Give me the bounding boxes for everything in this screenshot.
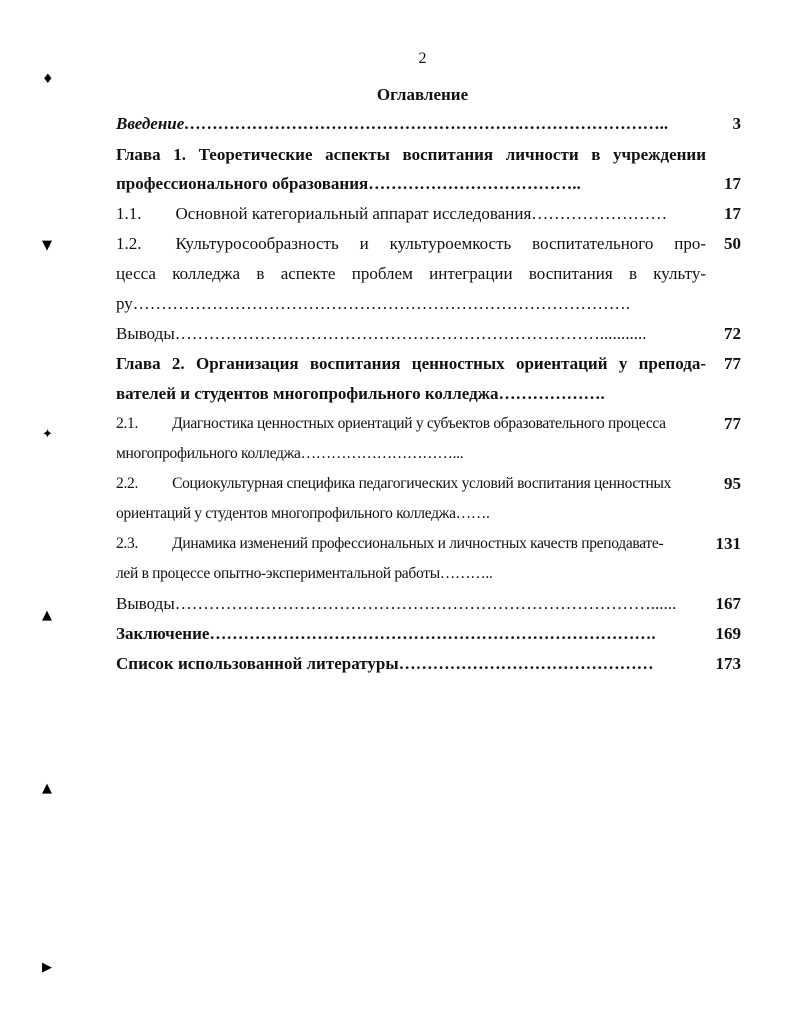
- toc-page-introduction: 3: [732, 114, 741, 133]
- section-title: Культуросообразность и культуроемкость воспитательного про-: [175, 234, 706, 253]
- toc-page-section-2-1: 77: [724, 414, 741, 433]
- toc-entry-section-1-2-line-1: [116, 234, 706, 254]
- page-number: 2: [418, 50, 427, 67]
- section-number: 1.1.: [116, 204, 142, 223]
- toc-title: Оглавление: [376, 85, 469, 104]
- section-title: Диагностика ценностных ориентаций у субъектов образовательного процесса: [172, 415, 666, 432]
- toc-entry-introduction: Введение…………………………………………………………………………..: [116, 114, 669, 133]
- toc-entry-section-2-1-line-1: [116, 414, 706, 434]
- toc-entry-final-conclusion: Заключение…………………………………………………………………….: [116, 624, 656, 643]
- binding-hole-mark-icon: ♦: [42, 72, 54, 87]
- toc-page-section-2-3: 131: [715, 534, 741, 553]
- toc-page-conclusions-1: 72: [724, 324, 741, 343]
- toc-page-final-conclusion: 169: [715, 624, 741, 643]
- section-number: 1.2.: [116, 234, 142, 253]
- toc-page-section-1-1: 17: [724, 204, 741, 223]
- toc-entry-chapter-2-line-1: Глава 2. Организация воспитания ценностных ориентаций у препода-: [116, 354, 706, 373]
- toc-entry-chapter-2-line-2: вателей и студентов многопрофильного колледжа……………….: [116, 384, 605, 403]
- toc-entry-section-2-2-line-1: [116, 474, 706, 494]
- toc-page-section-2-2: 95: [724, 474, 741, 493]
- toc-entry-section-2-3-line-1: [116, 534, 706, 554]
- toc-page-section-1-2: 50: [724, 234, 741, 253]
- toc-page-chapter-1: 17: [724, 174, 741, 193]
- toc-page-chapter-2: 77: [724, 354, 741, 373]
- section-title: Динамика изменений профессиональных и личностных качеств преподавате-: [172, 535, 664, 552]
- toc-entry-section-2-2-line-2: ориентаций у студентов многопрофильного колледжа…….: [116, 505, 490, 522]
- binding-hole-mark-icon: ▶: [42, 960, 52, 975]
- toc-entry-conclusions-1: Выводы…………………………………………………………………...........: [116, 324, 647, 343]
- binding-hole-mark-icon: ▲: [42, 781, 52, 796]
- toc-entry-bibliography: Список использованной литературы………………………………………: [116, 654, 654, 673]
- toc-entry-section-1-2-line-2: цесса колледжа в аспекте проблем интеграции воспитания в культу-: [116, 264, 706, 283]
- section-number: 2.2.: [116, 475, 139, 492]
- toc-entry-conclusions-2: Выводы…………………………………………………………………………......: [116, 594, 677, 613]
- section-title: Основной категориальный аппарат исследования……………………: [175, 204, 668, 223]
- toc-entry-section-2-1-line-2: многопрофильного колледжа…………………………...: [116, 445, 464, 462]
- binding-hole-mark-icon: ✦: [42, 427, 53, 442]
- section-title: Социокультурная специфика педагогических условий воспитания ценностных: [172, 475, 672, 492]
- toc-entry-chapter-1-line-1: Глава 1. Теоретические аспекты воспитания личности в учреждении: [116, 145, 706, 164]
- binding-hole-mark-icon: ▼: [42, 238, 52, 253]
- toc-entry-section-1-1: [116, 204, 706, 224]
- toc-entry-section-2-3-line-2: лей в процессе опытно-экспериментальной работы………..: [116, 565, 493, 582]
- toc-entry-section-1-2-line-3: ру…………………………………………………………………………….: [116, 294, 631, 313]
- binding-hole-mark-icon: ▲: [42, 608, 52, 623]
- toc-entry-chapter-1-line-2: профессионального образования………………………………..: [116, 174, 581, 193]
- section-number: 2.3.: [116, 535, 139, 552]
- toc-page-conclusions-2: 167: [715, 594, 741, 613]
- section-number: 2.1.: [116, 415, 139, 432]
- toc-page-bibliography: 173: [715, 654, 741, 673]
